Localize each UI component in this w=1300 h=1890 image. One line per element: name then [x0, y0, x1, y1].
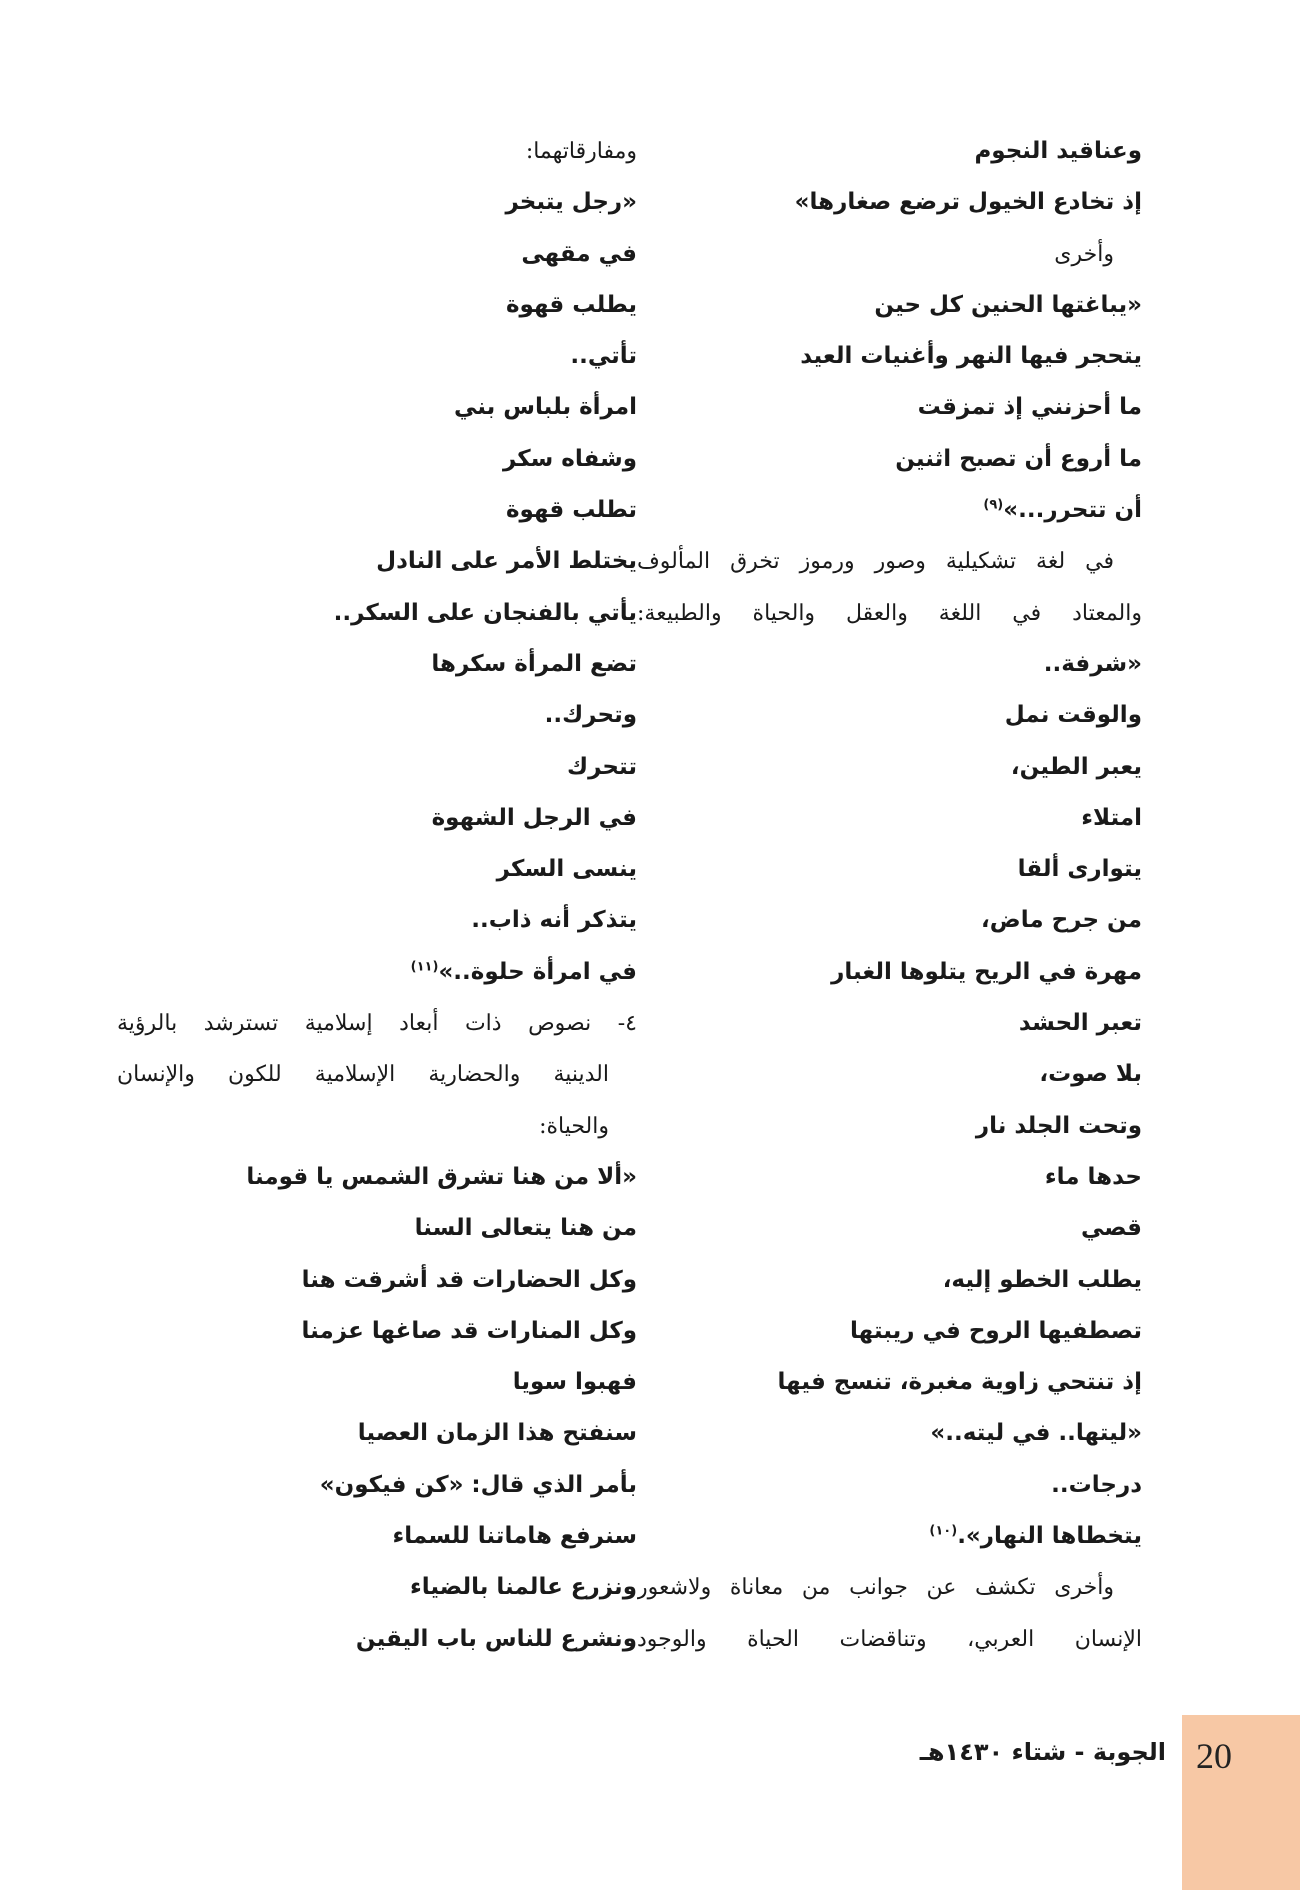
text-line [637, 793, 1142, 844]
line-text: في امرأة حلوة..» [438, 958, 637, 985]
line-text: بلا صوت، [1039, 1061, 1142, 1088]
text-line [637, 434, 1142, 485]
text-line [117, 947, 637, 998]
line-text: تأتي.. [570, 343, 637, 370]
text-line [117, 1408, 637, 1459]
line-text: تتحرك [567, 753, 637, 780]
line-text: وكل المنارات قد صاغها عزمنا [301, 1317, 637, 1344]
text-line [117, 690, 637, 741]
line-text: سنفتح هذا الزمان العصيا [357, 1420, 637, 1447]
line-text: أن تتحرر...» [1003, 497, 1142, 524]
line-text: ونشرع للناس باب اليقين [355, 1625, 637, 1652]
line-text: يأتي بالفنجان على السكر.. [333, 599, 637, 626]
line-text: امتلاء [1081, 804, 1142, 831]
text-line [117, 844, 637, 895]
text-line [637, 229, 1142, 280]
text-line [117, 1357, 637, 1408]
line-text: تضع المرأة سكرها [431, 650, 637, 677]
line-text: وكل الحضارات قد أشرقت هنا [301, 1266, 637, 1293]
footnote-reference: (١٠) [929, 1523, 958, 1539]
footnote-reference: (٩) [983, 497, 1004, 513]
line-text: حدها ماء [1044, 1163, 1142, 1190]
left-text-column [117, 126, 637, 1665]
line-text: درجات.. [1051, 1471, 1142, 1498]
text-line [637, 1203, 1142, 1254]
line-text: يطلب قهوة [505, 291, 637, 318]
text-line [117, 536, 637, 587]
text-line [637, 126, 1142, 177]
line-text: ينسى السكر [496, 856, 637, 883]
text-line [637, 536, 1142, 587]
text-line [637, 742, 1142, 793]
line-text: يختلط الأمر على النادل [376, 548, 637, 575]
line-text: في الرجل الشهوة [431, 804, 637, 831]
text-line [117, 793, 637, 844]
text-line [637, 280, 1142, 331]
text-line [117, 280, 637, 331]
line-text: فهبوا سويا [512, 1369, 637, 1396]
text-line [637, 1049, 1142, 1100]
right-text-column [637, 126, 1142, 1665]
line-text: يتخطاها النهار». [957, 1523, 1142, 1550]
line-text: وتحرك.. [544, 702, 637, 729]
line-text: قصي [1081, 1215, 1142, 1242]
line-text: في لغة تشكيلية وصور ورموز تخرق المألوف [637, 549, 1114, 575]
line-text: الإنسان العربي، وتناقضات الحياة والوجود [637, 1626, 1142, 1652]
text-line [117, 229, 637, 280]
text-line [117, 895, 637, 946]
text-line [637, 690, 1142, 741]
line-text: «رجل يتبخر [505, 189, 637, 216]
line-text: وتحت الجلد نار [975, 1112, 1142, 1139]
line-text: يتحجر فيها النهر وأغنيات العيد [800, 343, 1142, 370]
line-text: مهرة في الريح يتلوها الغبار [831, 958, 1142, 985]
line-text: وشفاه سكر [503, 445, 637, 472]
line-text: ما أحزنني إذ تمزقت [917, 394, 1142, 421]
line-text: الدينية والحضارية الإسلامية للكون والإنسان [117, 1062, 609, 1088]
text-line [637, 1511, 1142, 1562]
text-line [637, 177, 1142, 228]
text-line [117, 1614, 637, 1665]
text-line [117, 742, 637, 793]
text-line [117, 1203, 637, 1254]
text-line [117, 1306, 637, 1357]
line-text: إذ تنتحي زاوية مغبرة، تنسج فيها [777, 1369, 1142, 1396]
line-text: والوقت نمل [1004, 702, 1142, 729]
text-line [637, 998, 1142, 1049]
text-line [637, 1357, 1142, 1408]
line-text: «ليتها.. في ليته..» [930, 1420, 1142, 1447]
text-line [117, 1101, 637, 1152]
text-line [637, 895, 1142, 946]
line-text: إذ تخادع الخيول ترضع صغارها» [794, 189, 1142, 216]
text-line [637, 1562, 1142, 1613]
line-text: «ألا من هنا تشرق الشمس يا قومنا [246, 1163, 637, 1190]
line-text: يتذكر أنه ذاب.. [471, 907, 637, 934]
text-line [637, 331, 1142, 382]
text-line [637, 382, 1142, 433]
text-line [637, 1101, 1142, 1152]
line-text: «يباغتها الحنين كل حين [874, 291, 1142, 318]
line-text: يطلب الخطو إليه، [942, 1266, 1142, 1293]
text-line [637, 1460, 1142, 1511]
text-line [637, 588, 1142, 639]
text-line [117, 998, 637, 1049]
line-text: تصطفيها الروح في ريبتها [850, 1317, 1142, 1344]
line-text: من هنا يتعالى السنا [414, 1215, 637, 1242]
text-line [637, 844, 1142, 895]
text-line [117, 382, 637, 433]
line-text: والمعتاد في اللغة والعقل والحياة والطبيعة: [637, 600, 1142, 626]
line-text: في مقهى [521, 240, 637, 267]
line-text: تعبر الحشد [1018, 1010, 1142, 1037]
line-text: ومفارقاتهما: [525, 139, 637, 164]
line-text: ٤- نصوص ذات أبعاد إسلامية تسترشد بالرؤية [117, 1011, 637, 1037]
text-line [117, 1152, 637, 1203]
text-line [117, 1049, 637, 1100]
line-text: امرأة بلباس بني [454, 394, 637, 421]
text-line [637, 947, 1142, 998]
text-line [117, 1255, 637, 1306]
journal-issue-footer: الجوبة - شتاء ١٤٣٠هـ [919, 1738, 1166, 1766]
line-text: وأخرى [1054, 241, 1114, 267]
page-number: 20 [1196, 1736, 1232, 1776]
text-line [637, 485, 1142, 536]
text-line [637, 1614, 1142, 1665]
text-line [117, 1460, 637, 1511]
line-text: بأمر الذي قال: «كن فيكون» [319, 1471, 637, 1498]
text-line [117, 588, 637, 639]
text-line [637, 639, 1142, 690]
text-line [637, 1255, 1142, 1306]
text-line [637, 1306, 1142, 1357]
footnote-reference: (١١) [410, 959, 439, 975]
line-text: تطلب قهوة [505, 497, 637, 524]
text-line [117, 639, 637, 690]
text-line [117, 331, 637, 382]
line-text: ونزرع عالمنا بالضياء [410, 1574, 637, 1601]
line-text: وعناقيد النجوم [974, 138, 1142, 164]
line-text: من جرح ماض، [981, 907, 1142, 934]
text-line [117, 1562, 637, 1613]
line-text: يعبر الطين، [1010, 753, 1142, 780]
text-line [117, 434, 637, 485]
line-text: والحياة: [539, 1113, 609, 1139]
text-line [637, 1408, 1142, 1459]
text-line [117, 126, 637, 177]
text-line [117, 485, 637, 536]
line-text: «شرفة.. [1043, 650, 1142, 677]
line-text: وأخرى تكشف عن جوانب من معاناة ولاشعور [637, 1575, 1114, 1601]
line-text: سنرفع هاماتنا للسماء [392, 1523, 637, 1550]
line-text: ما أروع أن تصبح اثنين [895, 445, 1142, 472]
line-text: يتوارى ألقا [1017, 856, 1142, 883]
text-line [637, 1152, 1142, 1203]
text-line [117, 1511, 637, 1562]
text-line [117, 177, 637, 228]
